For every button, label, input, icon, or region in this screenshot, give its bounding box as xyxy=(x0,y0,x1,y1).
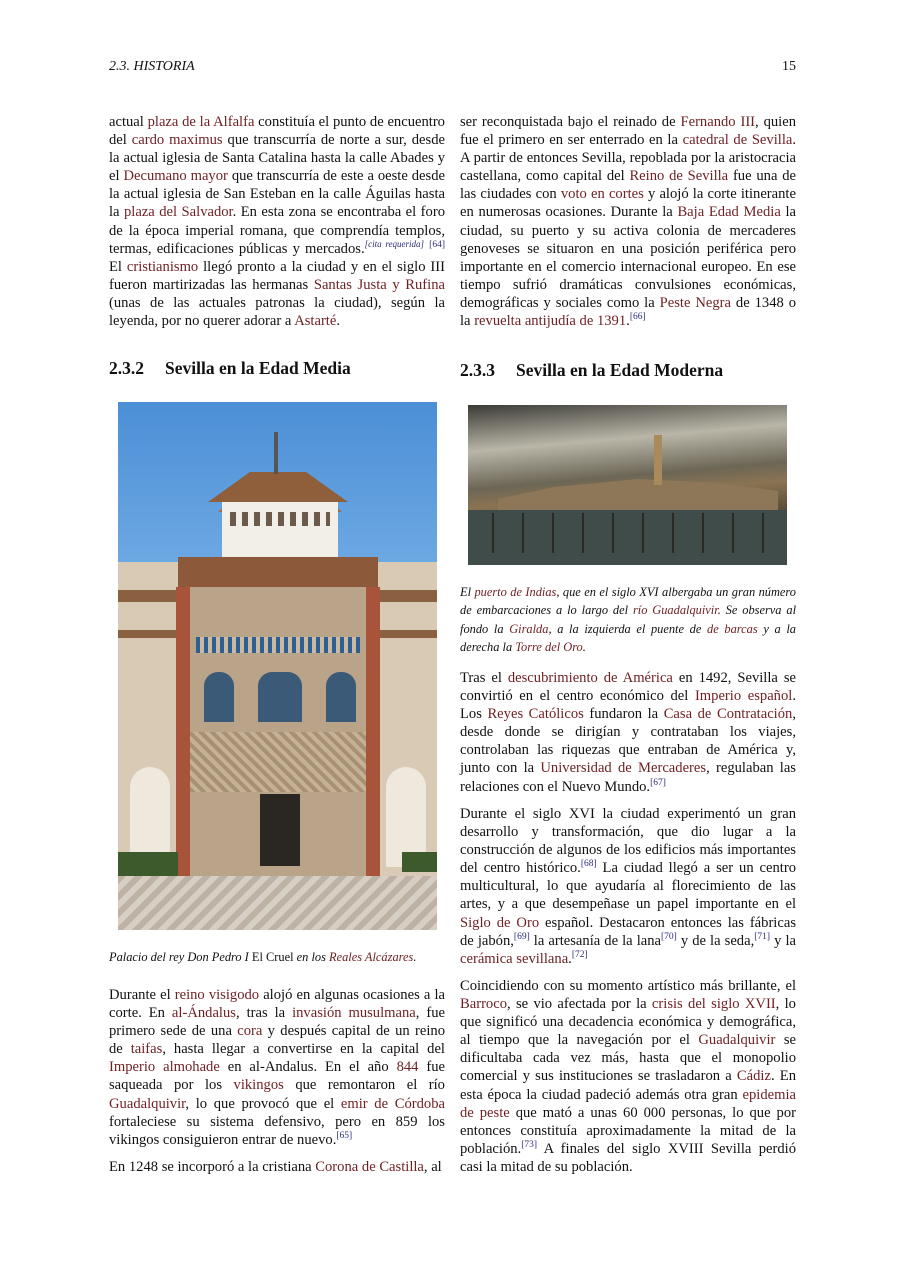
wiki-link[interactable]: cerámica sevillana xyxy=(460,950,569,967)
text-run: Durante el xyxy=(109,987,175,1003)
paragraph xyxy=(109,1158,445,1176)
wiki-link[interactable]: al-Ándalus xyxy=(171,1005,236,1022)
reference-link[interactable]: [67] xyxy=(650,777,666,788)
text-run: Coincidiendo con su momento artístico más brillante, el xyxy=(460,978,796,994)
wiki-link[interactable]: Torre del Oro xyxy=(515,640,583,655)
wiki-link[interactable]: Reales Alcázares xyxy=(329,950,414,964)
wiki-link[interactable]: Giralda xyxy=(509,621,549,636)
wiki-link[interactable]: Fernando III xyxy=(680,114,756,130)
wiki-link[interactable]: Imperio almohade xyxy=(109,1059,220,1076)
section-title: Sevilla en la Edad Media xyxy=(165,358,351,378)
wiki-link[interactable]: Guadalquivir xyxy=(698,1032,776,1049)
wiki-link[interactable]: taifas xyxy=(130,1041,163,1058)
reference-link[interactable]: [66] xyxy=(629,312,646,323)
text-run: , se vio afectada por la xyxy=(507,996,652,1013)
text-run: , regulaban las relaciones con el Nuevo Mundo. xyxy=(460,760,796,795)
wiki-link[interactable]: plaza del Salvador xyxy=(124,204,233,221)
text-run: alojó en algunas ocasiones a la corte. En xyxy=(109,987,445,1022)
wiki-link[interactable]: Baja Edad Media xyxy=(677,204,781,221)
wiki-link[interactable]: 844 xyxy=(396,1059,419,1076)
text-run: , quien fue el primero en ser enterrado en la xyxy=(460,114,796,149)
text-run: fundaron la xyxy=(583,706,664,723)
text-run: llegó pronto a la ciudad y en el siglo III fueron martirizadas las hermanas xyxy=(109,258,445,293)
text-run: , fue primero sede de una xyxy=(109,1005,445,1040)
text-run: y a la derecha la xyxy=(460,621,796,655)
wiki-link[interactable]: Decumano mayor xyxy=(123,168,228,185)
wiki-link[interactable]: revuelta antijudía de 1391 xyxy=(474,313,627,330)
text-run: de 1348 o la xyxy=(460,294,796,330)
port-of-seville-painting xyxy=(468,405,787,565)
text-run: El Cruel xyxy=(251,950,294,964)
text-run: , hasta llegar a convertirse en la capital del xyxy=(162,1041,445,1058)
text-run: El xyxy=(109,258,127,275)
citation-needed-link[interactable]: [cita requerida] xyxy=(364,238,425,249)
wiki-link[interactable]: Corona de Castilla xyxy=(315,1159,424,1175)
wiki-link[interactable]: Imperio español xyxy=(694,688,793,705)
paragraph xyxy=(460,113,796,330)
text-run: Durante el siglo XVI la ciudad experimentó un gran desarrollo y transformación, que dio lugar a la construcción de algunos de los edificios más importantes del centro histórico. xyxy=(460,806,796,877)
text-run: . En esta zona se encontraba el foro de la época imperial romana, que comprendía templos, termas, edificaciones públicas y mercados. xyxy=(109,204,445,257)
text-run: y después capital de un reino de xyxy=(109,1023,445,1058)
text-run: actual xyxy=(109,114,148,130)
text-run: Palacio del rey Don Pedro I xyxy=(109,950,252,964)
text-run: la artesanía de la lana xyxy=(529,932,661,949)
text-run: . xyxy=(626,313,630,330)
paragraph xyxy=(460,805,796,968)
text-run: en los xyxy=(293,950,330,964)
paragraph xyxy=(109,113,445,330)
reference-link[interactable]: [68] xyxy=(580,859,597,870)
wiki-link[interactable]: Barroco xyxy=(460,996,508,1013)
wiki-link[interactable]: Cádiz xyxy=(736,1068,771,1085)
text-run: que remontaron el río xyxy=(283,1077,445,1094)
wiki-link[interactable]: descubrimiento de América xyxy=(507,670,673,686)
wiki-link[interactable]: Peste Negra xyxy=(659,294,731,311)
wiki-link[interactable]: cristianismo xyxy=(126,258,199,275)
wiki-link[interactable]: de barcas xyxy=(707,621,758,636)
wiki-link[interactable]: vikingos xyxy=(233,1077,284,1094)
text-run: , lo que provocó que el xyxy=(185,1095,341,1112)
paragraph xyxy=(460,977,796,1176)
section-heading xyxy=(109,358,351,379)
section-title: Sevilla en la Edad Moderna xyxy=(516,360,724,380)
wiki-link[interactable]: cora xyxy=(237,1023,263,1040)
text-run: . xyxy=(336,313,340,330)
text-run: , al xyxy=(423,1159,442,1175)
reference-link[interactable]: [73] xyxy=(521,1139,538,1150)
wiki-link[interactable]: Reino de Sevilla xyxy=(629,168,729,185)
wiki-link[interactable]: voto en cortes xyxy=(560,186,644,203)
wiki-link[interactable]: Siglo de Oro xyxy=(460,914,540,931)
wiki-link[interactable]: catedral de Sevilla xyxy=(682,132,793,149)
wiki-link[interactable]: reino visigodo xyxy=(174,987,260,1003)
section-heading xyxy=(460,360,723,381)
figure-caption xyxy=(460,583,796,657)
text-run: . xyxy=(582,640,586,655)
text-run: ser reconquistada bajo el reinado de xyxy=(460,114,681,130)
text-run: Tras el xyxy=(460,670,508,686)
text-run: . xyxy=(568,950,572,967)
wiki-link[interactable]: Universidad de Mercaderes xyxy=(540,760,707,777)
text-run: la ciudad, su puerto y su activa colonia de mercaderes genoveses se situaron en una posición periférica pero importante en el comercio internacional europeo. En ese tiempo sufrió dramáticas convulsiones económicas, demográficas y sociales como la xyxy=(460,204,796,311)
text-run: y alojó la corte itinerante en numerosas ocasiones. Durante la xyxy=(460,186,796,221)
text-run: . xyxy=(413,950,417,964)
section-number: 2.3.3 xyxy=(460,360,495,380)
text-run: La ciudad llegó a ser un centro multicultural, lo que ayudaría al florecimiento de las artes, y a que desempeñase un papel importante en el xyxy=(460,860,797,913)
text-run: y la xyxy=(770,932,796,949)
wiki-link[interactable]: cardo maximus xyxy=(131,132,223,149)
text-run: . En esta época la ciudad padeció además otra gran xyxy=(460,1068,796,1103)
reference-link[interactable]: [70] xyxy=(661,931,677,942)
paragraph xyxy=(109,986,445,1149)
wiki-link[interactable]: invasión musulmana xyxy=(292,1005,416,1022)
reference-link[interactable]: [72] xyxy=(571,949,588,960)
text-run: fue una de las ciudades con xyxy=(460,168,796,203)
wiki-link[interactable]: río Guadalquivir xyxy=(632,603,718,618)
text-run: . Se observa al fondo la xyxy=(460,603,797,636)
reference-link[interactable]: [69] xyxy=(513,931,530,942)
wiki-link[interactable]: crisis del siglo XVII xyxy=(651,996,776,1013)
text-run: que mató a unas 60 000 personas, lo que por entonces constituía aproximadamente la mitad de la población. xyxy=(460,1104,796,1157)
text-run: español. Destacaron entonces las fábricas de jabón, xyxy=(460,914,796,949)
text-run: , a la izquierda el puente de xyxy=(548,621,708,636)
running-header: 2.3. HISTORIA xyxy=(109,59,195,74)
section-number: 2.3.2 xyxy=(109,358,144,378)
text-run: , desde donde se dirigían y contrataban los viajes, controlaban las riquezas que entraban de América y, junto con la xyxy=(460,706,796,777)
wiki-link[interactable]: Santas Justa y Rufina xyxy=(313,276,445,293)
text-run: (unas de las actuales patronas la ciudad), según la leyenda, por no querer adorar a xyxy=(109,294,445,330)
text-run: y de la seda, xyxy=(676,932,755,949)
text-run: que transcurría de norte a sur, desde la actual iglesia de Santa Catalina hasta la calle Abades y el xyxy=(109,132,445,185)
figure-caption xyxy=(109,948,445,966)
wiki-link[interactable]: Casa de Contratación xyxy=(663,706,793,723)
wiki-link[interactable]: emir de Córdoba xyxy=(340,1095,445,1112)
text-run: en al-Andalus. En el año xyxy=(219,1059,397,1076)
wiki-link[interactable]: puerto de Indias xyxy=(474,585,557,599)
wiki-link[interactable]: Guadalquivir xyxy=(109,1095,186,1112)
text-run: . A partir de entonces Sevilla, repoblada por la aristocracia castellana, como capital del xyxy=(460,132,797,185)
text-run: que transcurría de este a oeste desde la actual iglesia de San Esteban en la calle Águilas hasta la xyxy=(109,168,445,221)
wiki-link[interactable]: epidemia de peste xyxy=(460,1086,796,1121)
wiki-link[interactable]: Astarté xyxy=(294,313,337,330)
text-run: en 1492, Sevilla se convirtió en el centro económico del xyxy=(460,670,796,705)
wiki-link[interactable]: plaza de la Alfalfa xyxy=(147,114,255,130)
reference-link[interactable]: [64] xyxy=(429,239,445,250)
text-run: , que en el siglo XVI albergaba un gran número de embarcaciones a lo largo del xyxy=(460,585,796,618)
text-run: A finales del siglo XVIII Sevilla perdió casi la mitad de su población. xyxy=(460,1140,796,1175)
text-run: , lo que significó una decadencia económica y demográfica, al tiempo que la navegación por el xyxy=(460,996,796,1049)
text-run: constituía el punto de encuentro del xyxy=(109,114,445,149)
wiki-link[interactable]: Reyes Católicos xyxy=(487,706,584,723)
text-run: fue saqueada por los xyxy=(109,1059,445,1094)
text-run: , tras la xyxy=(235,1005,293,1022)
text-run: . Los xyxy=(460,688,796,723)
page-number: 15 xyxy=(782,59,796,74)
text-run: fortaleciese su sistema defensivo, pero en 859 los vikingos consiguieron entrar de nuevo. xyxy=(109,1113,445,1148)
text-run: En 1248 se incorporó a la cristiana xyxy=(109,1159,316,1175)
text-run: El xyxy=(460,585,475,599)
paragraph xyxy=(460,669,796,796)
reference-link[interactable]: [71] xyxy=(754,931,771,942)
palace-photo xyxy=(118,402,437,930)
text-run: se dificultaba cada vez más, hasta que el monopolio comercial y sus instituciones se trasladaron a xyxy=(460,1032,796,1085)
reference-link[interactable]: [65] xyxy=(336,1130,353,1141)
